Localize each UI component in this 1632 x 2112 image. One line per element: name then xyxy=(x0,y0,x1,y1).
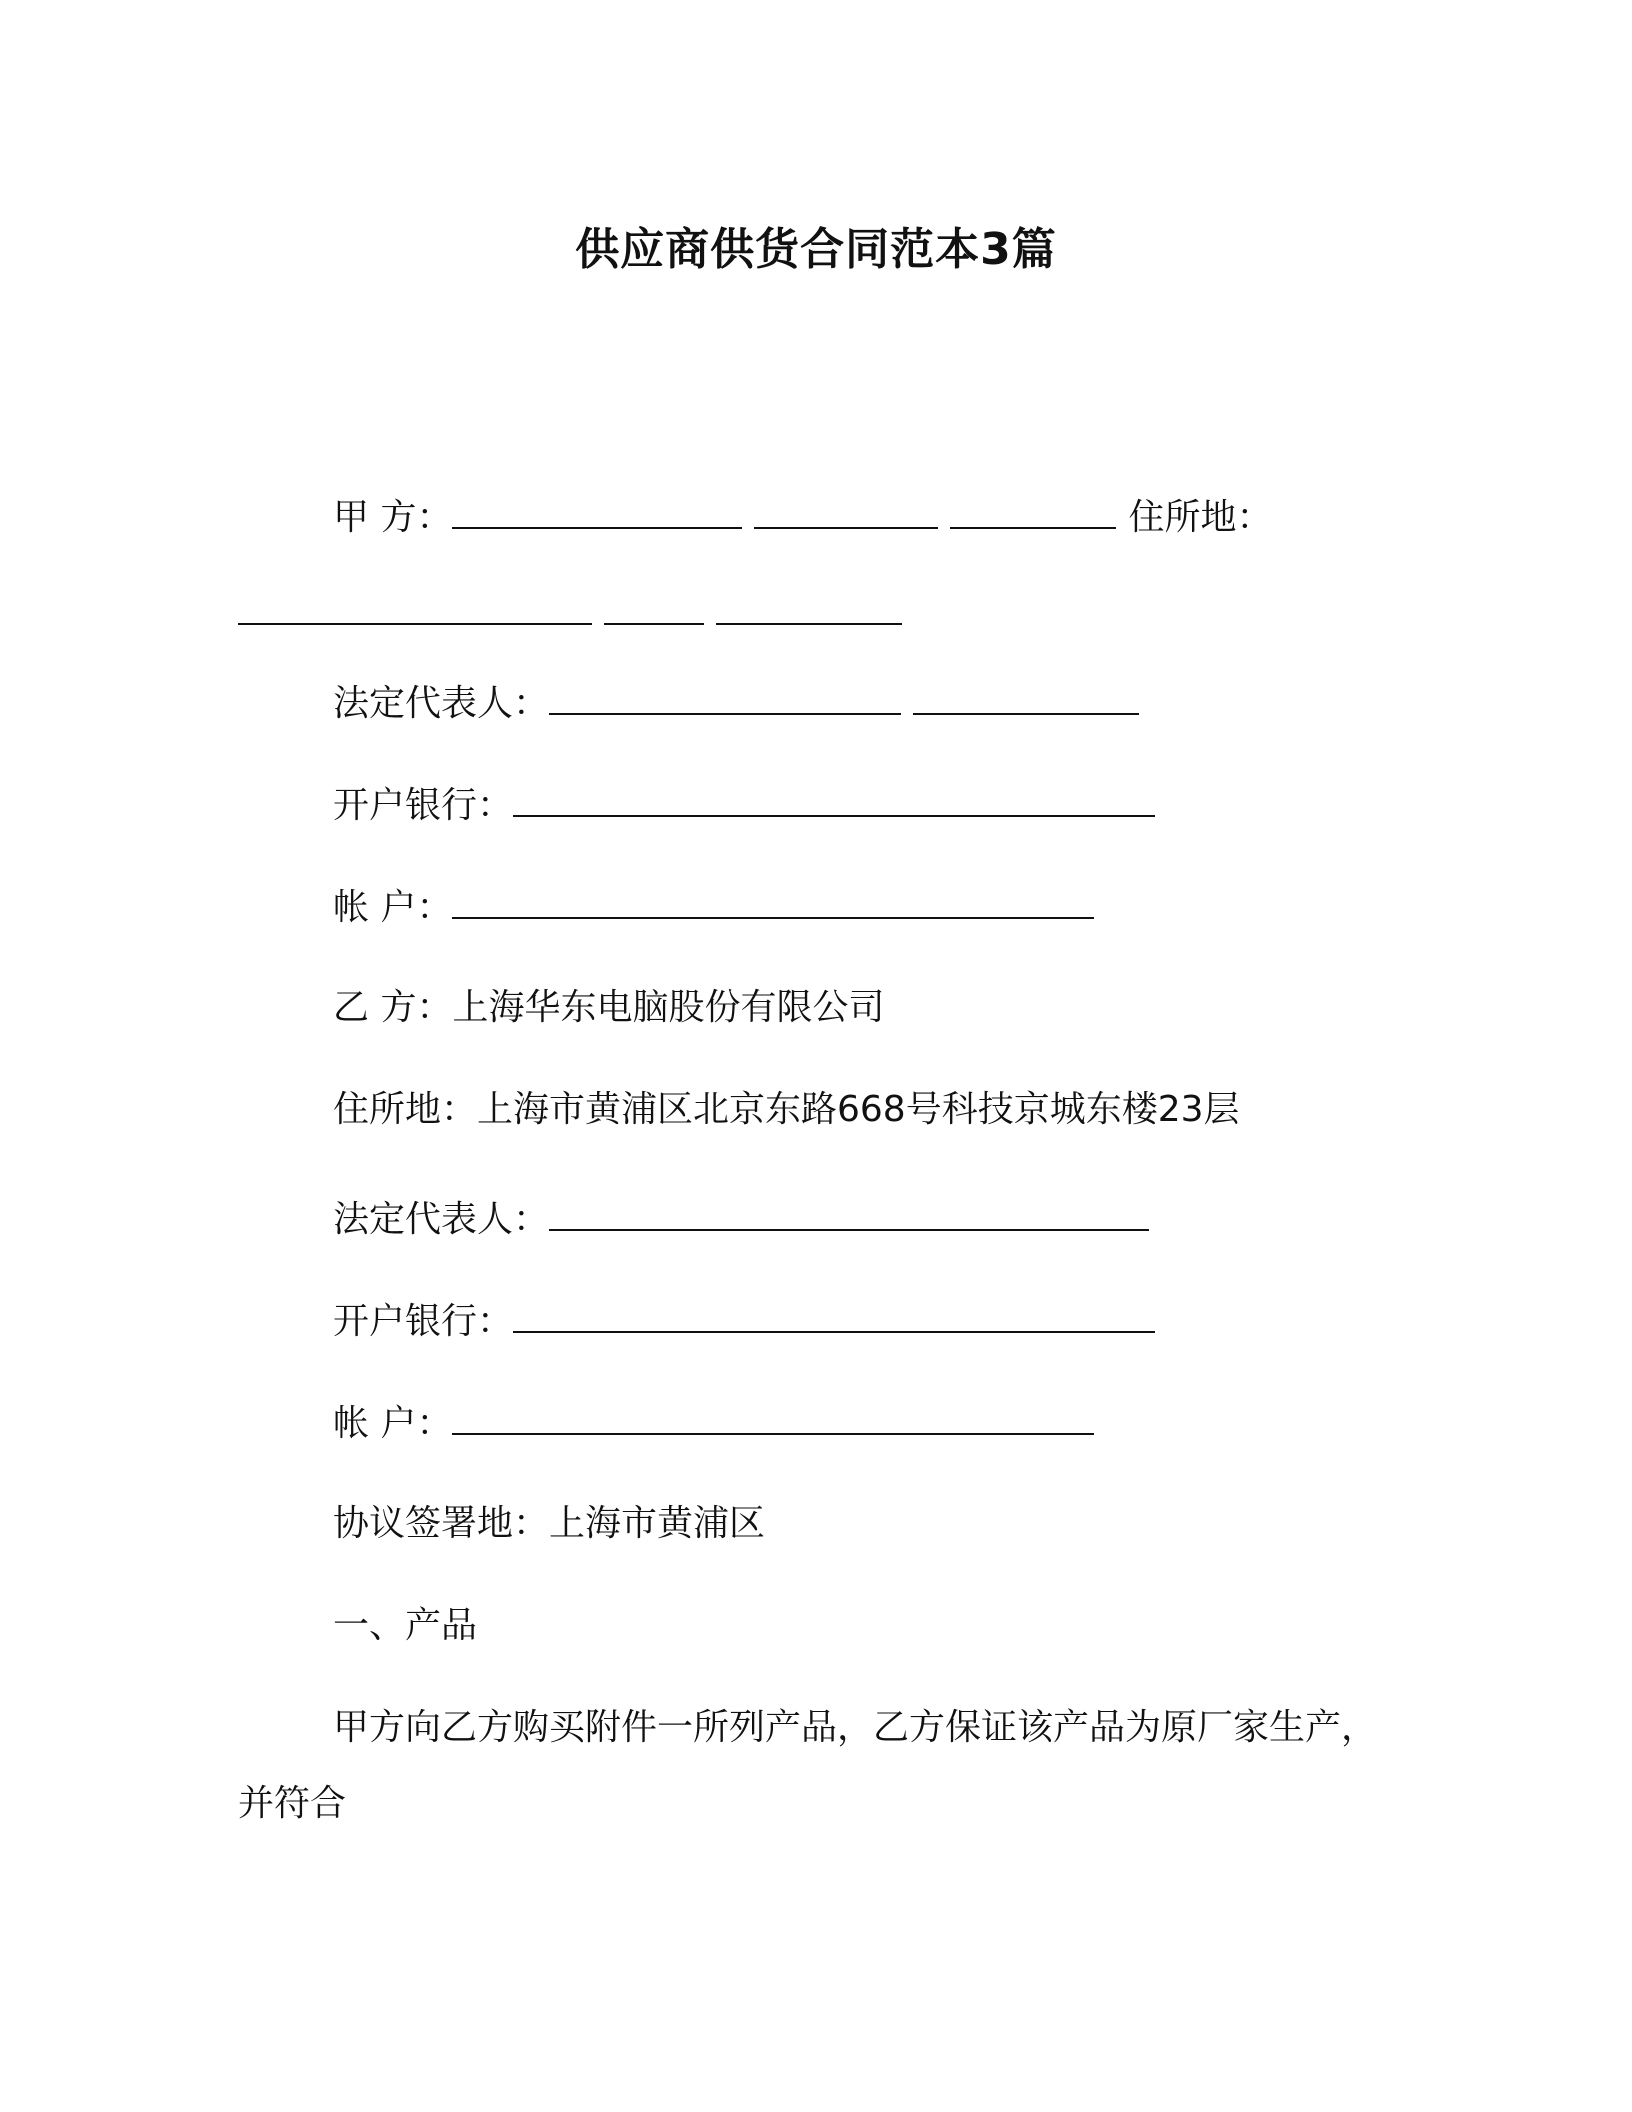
party-a-bank-line xyxy=(333,782,1155,830)
party-b-account-line xyxy=(333,1400,1094,1448)
party-a-rep-label: 法定代表人： xyxy=(333,683,550,724)
party-b-account-label: 帐 户： xyxy=(333,1403,453,1444)
party-a-account-line xyxy=(333,884,1094,932)
party-a-name-blank-1[interactable] xyxy=(452,495,742,529)
party-b-bank-line xyxy=(333,1298,1155,1346)
party-a-rep-blank-1[interactable] xyxy=(549,681,901,715)
party-a-name-blank-3[interactable] xyxy=(950,495,1116,529)
party-b-rep-blank[interactable] xyxy=(549,1197,1149,1231)
party-a-address-blank-2[interactable] xyxy=(604,591,704,625)
party-b-rep-label: 法定代表人： xyxy=(333,1199,550,1240)
party-a-account-label: 帐 户： xyxy=(333,887,453,928)
party-b-account-blank[interactable] xyxy=(452,1401,1094,1435)
party-a-bank-blank[interactable] xyxy=(513,783,1155,817)
party-a-name-line xyxy=(333,494,1272,542)
sign-place-line: 协议签署地：上海市黄浦区 xyxy=(333,1503,766,1544)
party-a-name-blank-2[interactable] xyxy=(754,495,938,529)
section-1-heading: 一、产品 xyxy=(333,1605,478,1646)
party-b-rep-line xyxy=(333,1196,1149,1244)
party-b-address-line: 住所地：上海市黄浦区北京东路668号科技京城东楼23层 xyxy=(333,1089,1240,1130)
party-b-name-line: 乙 方：上海华东电脑股份有限公司 xyxy=(333,987,885,1028)
party-a-address-blank-3[interactable] xyxy=(716,591,902,625)
section-1-paragraph-line-1: 甲方向乙方购买附件一所列产品，乙方保证该产品为原厂家生产， xyxy=(333,1707,1378,1748)
party-a-address-line xyxy=(238,590,902,638)
document-title: 供应商供货合同范本3篇 xyxy=(575,224,1057,275)
party-b-bank-blank[interactable] xyxy=(513,1299,1155,1333)
section-1-paragraph-line-2: 并符合 xyxy=(238,1783,347,1824)
party-a-name-label: 甲 方： xyxy=(333,497,453,538)
party-a-bank-label: 开户银行： xyxy=(333,785,514,826)
party-a-account-blank[interactable] xyxy=(452,885,1094,919)
party-a-rep-line xyxy=(333,680,1139,728)
party-a-address-label: 住所地： xyxy=(1128,497,1273,538)
party-a-address-blank-1[interactable] xyxy=(238,591,592,625)
party-a-rep-blank-2[interactable] xyxy=(913,681,1139,715)
party-b-bank-label: 开户银行： xyxy=(333,1301,514,1342)
